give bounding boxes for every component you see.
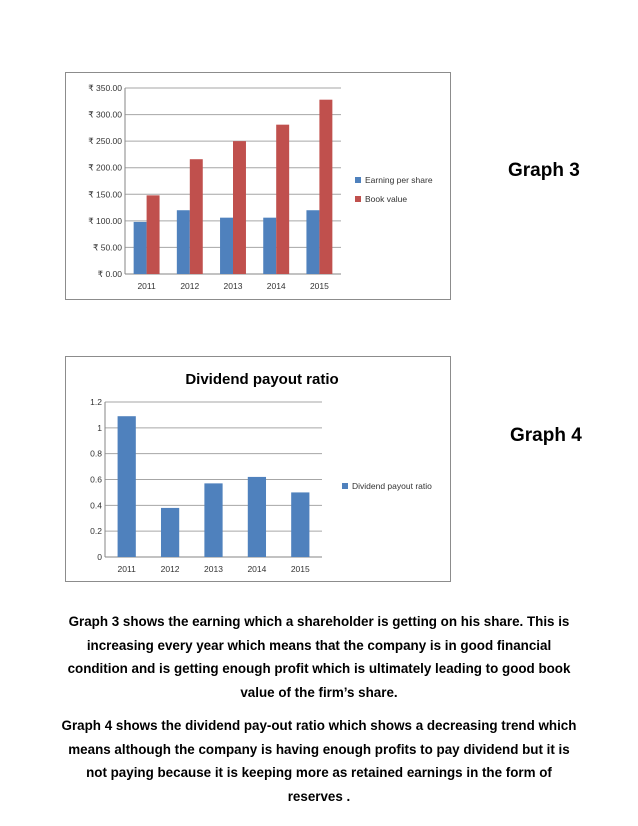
graph3-ytick-label: ₹ 300.00 [88, 109, 122, 120]
graph3-xtick-label: 2015 [309, 281, 329, 291]
graph3-ytick-label: ₹ 350.00 [88, 83, 122, 93]
graph3-ytick-label: ₹ 150.00 [88, 189, 122, 200]
graph3-bar-book-value [147, 195, 160, 274]
graph4-bar-dividend-payout-ratio [248, 477, 266, 557]
graph4-xtick-label: 2012 [160, 564, 180, 574]
graph3-bar-earning-per-share [134, 222, 147, 274]
graph4-xtick-label: 2013 [204, 564, 223, 574]
graph4-ytick-label: 0.4 [90, 500, 102, 511]
graph4-bar-dividend-payout-ratio [291, 492, 309, 557]
graph3-ytick-label: ₹ 250.00 [88, 136, 122, 147]
graph4-xtick-label: 2015 [290, 564, 310, 574]
graph3-xtick-label: 2011 [137, 281, 156, 291]
graph3-legend-label: Earning per share [365, 175, 433, 185]
graph3-ytick-label: ₹ 50.00 [92, 242, 122, 253]
paragraph-graph3: Graph 3 shows the earning which a shareholder is getting on his share. This is increasing every year which means that the company is in good financial condition and is getting enough profit which is ultimately leading to good book value of the firm’s share. [67, 614, 571, 700]
graph3-label: Graph 3 [508, 160, 580, 181]
paragraph-graph4: Graph 4 shows the dividend pay-out ratio which shows a decreasing trend which means although the company is having enough profits to pay dividend but it is not paying because it is keeping more as retained earnings in the form of reserves . [61, 718, 577, 804]
graph3-bar-book-value [276, 125, 289, 274]
graph4-bar-dividend-payout-ratio [118, 416, 136, 557]
graph3-svg [66, 73, 450, 299]
graph4-bar-dividend-payout-ratio [204, 483, 222, 557]
graph3-bar-earning-per-share [177, 210, 190, 274]
graph3-chart [65, 72, 451, 300]
graph4-ytick-label: 0.6 [90, 474, 102, 485]
graph3-legend-label: Book value [365, 194, 408, 204]
graph4-bar-dividend-payout-ratio [161, 508, 179, 557]
graph3-xtick-label: 2013 [223, 281, 243, 291]
graph3-legend-swatch [355, 177, 361, 183]
graph3-bar-book-value [190, 159, 203, 274]
graph3-bar-earning-per-share [220, 218, 233, 274]
graph4-ytick-label: 1.2 [90, 397, 102, 407]
graph3-xtick-label: 2014 [266, 281, 286, 291]
graph3-bar-book-value [319, 100, 332, 274]
graph3-bar-book-value [233, 141, 246, 274]
graph4-title: Dividend payout ratio [185, 371, 339, 388]
graph4-ytick-label: 1 [97, 422, 102, 433]
graph3-bar-earning-per-share [263, 218, 276, 274]
graph3-ytick-label: ₹ 200.00 [88, 162, 122, 173]
graph4-ytick-label: 0 [97, 552, 102, 562]
graph4-ytick-label: 0.2 [90, 526, 102, 537]
graph4-xtick-label: 2011 [117, 564, 136, 574]
graph4-label: Graph 4 [510, 425, 582, 446]
graph3-xtick-label: 2012 [180, 281, 200, 291]
graph4-legend-swatch [342, 483, 348, 489]
graph3-ytick-label: ₹ 0.00 [97, 269, 122, 279]
graph3-bar-earning-per-share [306, 210, 319, 274]
graph4-xtick-label: 2014 [247, 564, 267, 574]
graph4-ytick-label: 0.8 [90, 448, 102, 459]
graph3-ytick-label: ₹ 100.00 [88, 215, 122, 226]
graph4-svg [66, 357, 450, 581]
graph4-legend-label: Dividend payout ratio [352, 481, 432, 491]
graph3-legend-swatch [355, 196, 361, 202]
graph4-chart [65, 356, 451, 582]
